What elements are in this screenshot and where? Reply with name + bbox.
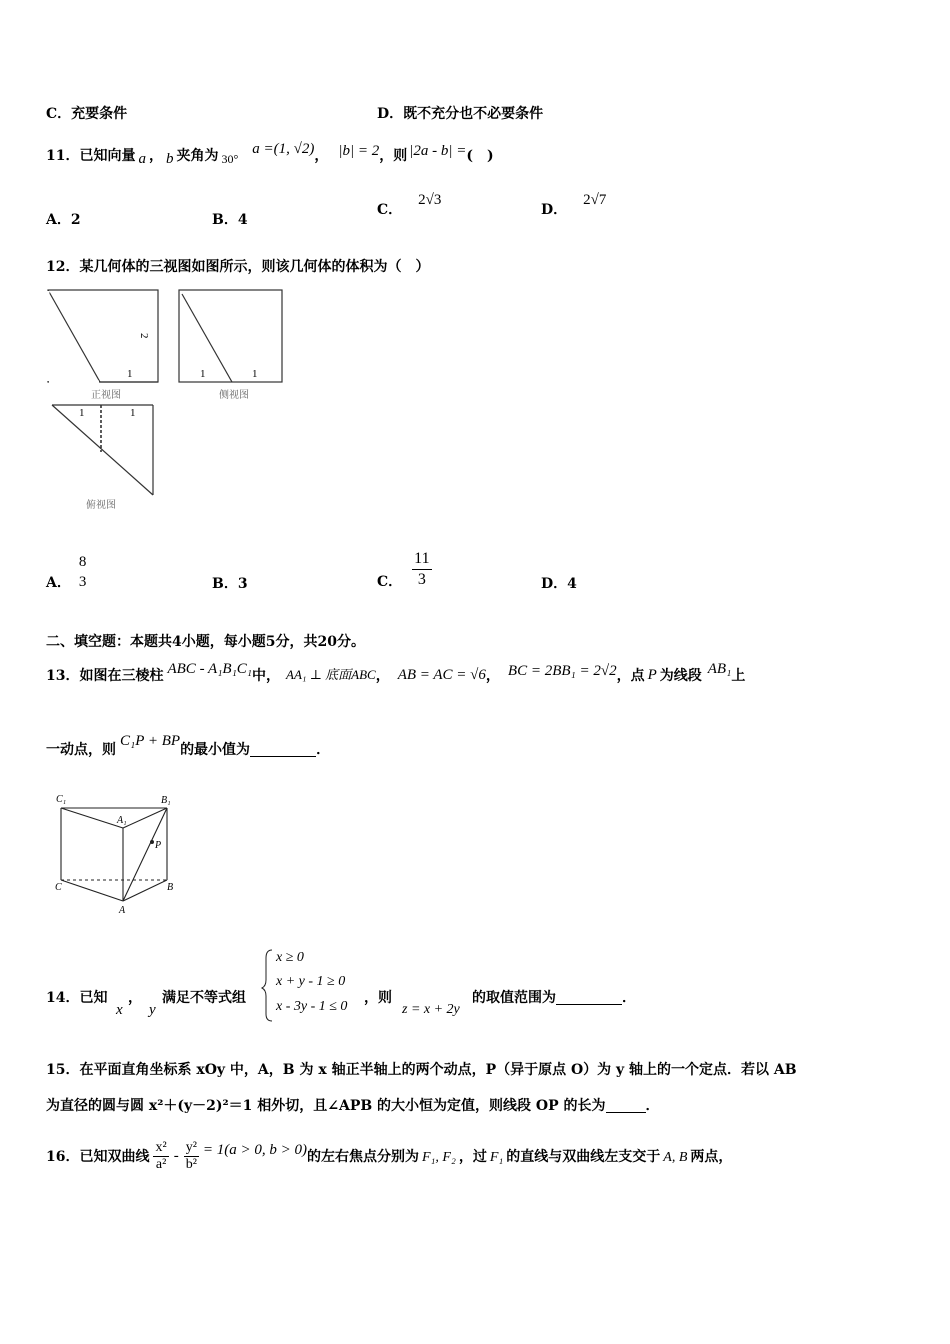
q14-answer-blank[interactable] [556,990,622,1005]
q11-option-c-label: C． [377,202,403,218]
q16-eq: = 1(a > 0, b > 0) [202,1141,307,1158]
q14-lead: 14．已知 [46,990,108,1006]
q11-answer-paren: ( ) [466,148,494,164]
q13-AB1: AB₁ [707,660,732,677]
q13-period: ． [316,742,331,758]
q16-den-b: b² [185,1156,197,1172]
side-one-right: 1 [252,368,258,380]
q14-ineq2: x + y - 1 ≥ 0 [276,974,346,989]
q12-a-den: 3 [78,574,87,590]
q13-line2-tail: 的最小值为 [180,742,251,758]
q16-F1: F₁ [489,1150,504,1165]
q16-mid: 的左右焦点分别为 [307,1149,419,1165]
q11-then: ，则 [379,148,408,164]
q10-option-d: D．既不充分也不必要条件 [377,106,544,122]
fig-label-A1: A₁ [117,815,127,826]
q11-option-b: B．4 [212,212,248,228]
q13-zhong: 中， [252,668,281,684]
q14-y: y [149,1002,156,1018]
q11-expr: |2a - b| = [409,142,467,159]
q16-num-x: x² [155,1139,167,1155]
q16-den-a: a² [155,1156,167,1172]
q13-seg: 为线段 [659,668,702,684]
q12-a-num: 8 [78,554,87,570]
q11-comma2: ， [314,148,329,164]
q16-foci: F₁, F₂ [422,1150,456,1165]
side-one-left: 1 [200,368,206,380]
q13-expr: C₁P + BP [120,732,181,749]
q16-tail: 两点， [690,1149,733,1165]
q14-ineq3: x - 3y - 1 ≤ 0 [276,999,348,1014]
side-view-label: 侧视图 [219,390,249,401]
q14-period: ． [622,990,636,1006]
q15-line1: 15．在平面直角坐标系 xOy 中，A，B 为 x 轴正半轴上的两个动点，P（异于原点 O）为 y 轴上的一个定点．若以 AB [46,1062,797,1078]
q11-vector-a: a [138,150,146,167]
q12-option-b: B．3 [212,576,248,592]
q14-ineq1: x ≥ 0 [276,950,304,965]
q12-option-d: D．4 [541,576,577,592]
q13-P: P [647,666,657,683]
q16-frac-x [153,1140,168,1173]
q13-line2-lead: 一动点，则 [46,742,116,758]
q12-c-num: 11 [412,549,431,570]
q13-comma1: ， [375,668,390,684]
q13-perp: AA₁ ⊥ 底面ABC [286,666,376,682]
q16-through: ，过 [458,1149,487,1165]
q14-comma: ， [128,990,142,1006]
q14-tail: 的取值范围为 [472,990,556,1006]
q13-eq1: AB = AC = √6 [397,666,486,683]
q16-lead: 16．已知双曲线 [46,1149,150,1165]
q16-mid2: 的直线与双曲线左支交于 [506,1149,661,1165]
q11-lead: 11．已知向量 [46,148,136,164]
q13-eq2: BC = 2BB₁ = 2√2 [507,662,617,679]
q11-angle-text: 夹角为 [176,148,219,164]
q16-stem [46,1134,732,1178]
front-one: 1 [127,368,133,380]
q12-option-c-label: C． [377,574,403,590]
fig-label-B1: B₁ [161,795,171,806]
q11-b-norm: |b| = 2 [338,142,380,159]
q11-option-d-value: 2√7 [583,192,607,208]
fig-label-P: P [155,840,162,851]
fig-label-B: B [167,882,174,893]
top-one-right: 1 [130,407,136,419]
q13-comma2: ， [485,668,500,684]
q13-prism: ABC - A₁B₁C₁ [167,660,253,677]
q16-frac-y [184,1140,199,1173]
section-2-heading: 二、填空题：本题共4小题，每小题5分，共20分。 [46,634,365,650]
top-one-left: 1 [79,407,85,419]
q15-period: ． [645,1098,660,1114]
q12-stem: 12．某几何体的三视图如图所示，则该几何体的体积为（ ） [46,259,430,275]
q16-num-y: y² [185,1139,197,1155]
q11-comma: ， [148,148,163,164]
q12-option-a-label: A． [46,575,71,591]
q16-minus: - [173,1147,179,1164]
q11-a-coord: a =(1, √2) [252,140,315,157]
q14-cond: 满足不等式组 [162,990,246,1006]
top-view-label: 俯视图 [86,500,116,511]
q15-answer-blank[interactable] [606,1098,646,1113]
q11-angle: 30° [221,151,239,166]
q10-option-c: C．充要条件 [46,106,128,122]
q14-x: x [116,1002,123,1018]
q12-c-den: 3 [417,570,426,588]
q11-option-a: A．2 [46,212,81,228]
q11-vector-b: b [165,150,174,167]
q14-then: ，则 [364,990,392,1006]
q14-tail-wrap [472,987,636,1007]
q14-z: z = x + 2y [402,1002,460,1017]
front-view-label: 正视图 [91,390,121,401]
q13-shang: 上 [731,668,746,684]
q15-line2: 为直径的圆与圆 x²＋(y－2)²＝1 相外切，且∠APB 的大小恒为定值，则线段 OP 的长为 [46,1098,606,1114]
q16-AB: A, B [663,1150,688,1165]
front-two: 2 [138,333,150,339]
fig-label-C: C [55,882,62,893]
q11-option-c-value: 2√3 [418,192,442,208]
q13-point: ，点 [616,668,645,684]
fig-label-A: A [119,905,126,916]
q15-line2-wrap [46,1095,660,1115]
q13-lead: 13．如图在三棱柱 [46,668,164,684]
q11-option-d-label: D． [541,202,568,218]
fig-label-C1: C₁ [56,794,67,805]
